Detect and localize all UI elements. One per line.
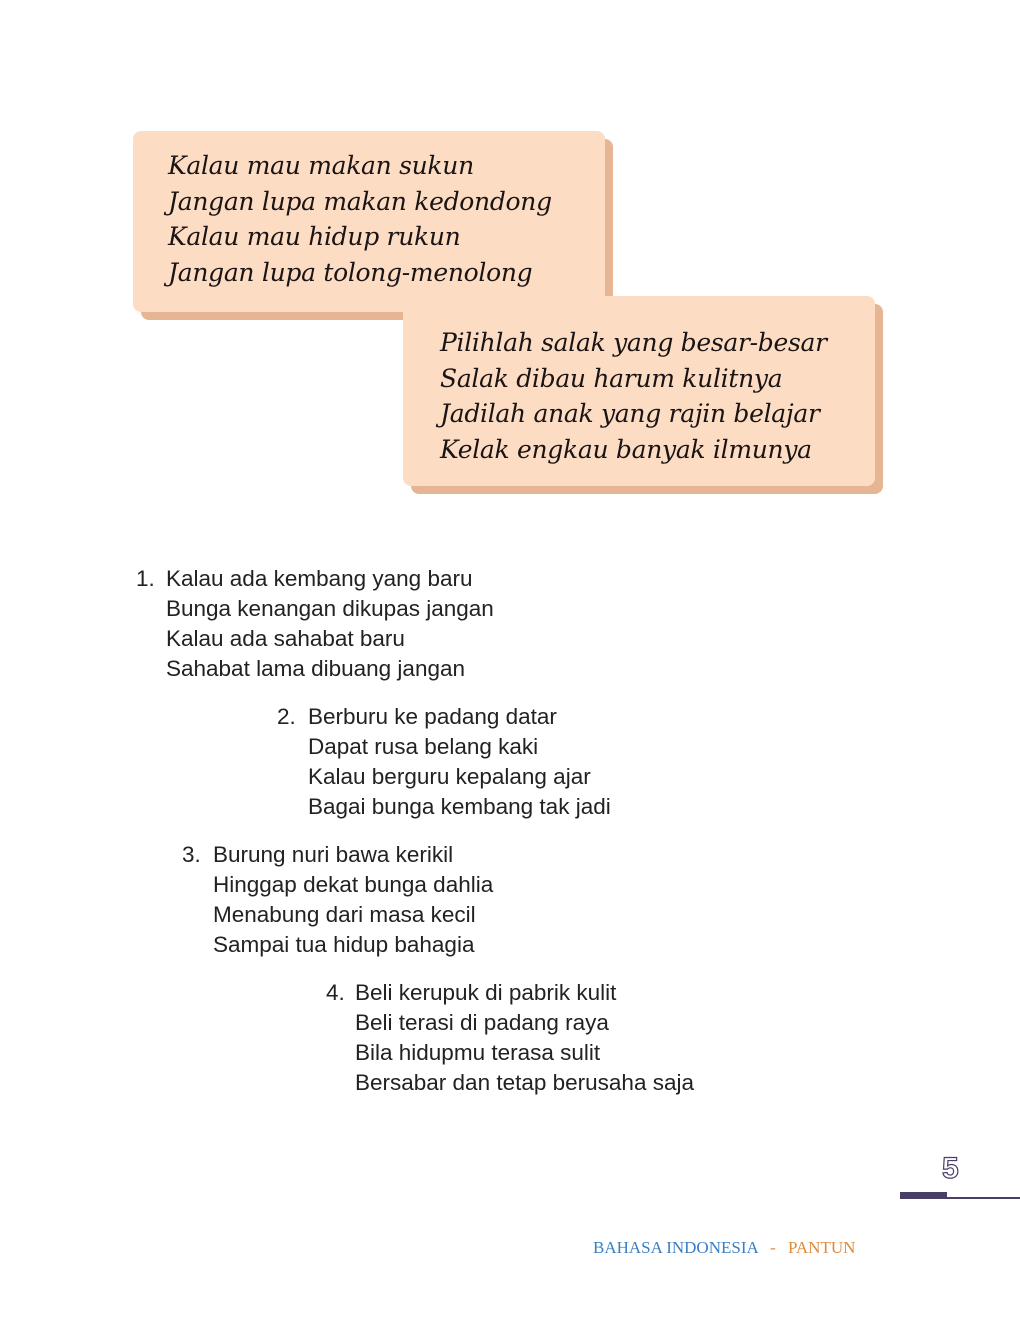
pantun-line: Beli terasi di padang raya <box>355 1010 609 1035</box>
pantun-number: 3. <box>182 842 201 867</box>
pantun-line: Pilihlah salak yang besar-besar <box>440 328 827 357</box>
pantun-line: Bagai bunga kembang tak jadi <box>308 794 611 819</box>
pantun-line: Kalau berguru kepalang ajar <box>308 764 591 789</box>
pantun-line: Kalau mau hidup rukun <box>168 222 461 251</box>
numbered-pantun-1 <box>136 564 494 684</box>
pantun-line: Kalau ada sahabat baru <box>166 626 405 651</box>
page-bar-thick <box>900 1192 947 1199</box>
pantun-line: Menabung dari masa kecil <box>213 902 476 927</box>
pantun-number: 2. <box>277 704 296 729</box>
pantun-line: Kelak engkau banyak ilmunya <box>440 434 812 464</box>
footer-subject: BAHASA INDONESIA <box>593 1238 758 1257</box>
pantun-line: Kalau mau makan sukun <box>168 151 474 180</box>
footer-separator: - <box>770 1238 776 1257</box>
pantun-line: Berburu ke padang datar <box>308 704 557 729</box>
pantun-line: Jangan lupa tolong-menolong <box>168 257 533 287</box>
pantun-line: Bersabar dan tetap berusaha saja <box>355 1070 694 1095</box>
pantun-line: Jangan lupa makan kedondong <box>168 186 552 216</box>
pantun-line: Beli kerupuk di pabrik kulit <box>355 980 617 1005</box>
pantun-line: Salak dibau harum kulitnya <box>440 363 783 393</box>
page-number: 5 <box>942 1152 959 1185</box>
numbered-pantun-3 <box>182 840 494 960</box>
pantun-line: Bila hidupmu terasa sulit <box>355 1040 601 1065</box>
pantun-line: Sampai tua hidup bahagia <box>213 932 475 957</box>
pantun-number: 1. <box>136 566 155 591</box>
pantun-line: Kalau ada kembang yang baru <box>166 566 473 591</box>
pantun-number: 4. <box>326 980 345 1005</box>
footer <box>593 1238 855 1258</box>
page-bar-line <box>947 1197 1020 1199</box>
pantun-line: Sahabat lama dibuang jangan <box>166 656 465 681</box>
numbered-pantun-2 <box>277 702 611 822</box>
numbered-pantun-4 <box>326 978 694 1098</box>
footer-topic: PANTUN <box>788 1238 856 1257</box>
pantun-line: Burung nuri bawa kerikil <box>213 842 454 867</box>
pantun-line: Jadilah anak yang rajin belajar <box>440 399 820 428</box>
pantun-box-1 <box>133 131 605 312</box>
pantun-line: Dapat rusa belang kaki <box>308 734 539 759</box>
pantun-line: Bunga kenangan dikupas jangan <box>166 596 494 621</box>
pantun-box-2 <box>403 296 875 486</box>
pantun-line: Hinggap dekat bunga dahlia <box>213 872 494 897</box>
